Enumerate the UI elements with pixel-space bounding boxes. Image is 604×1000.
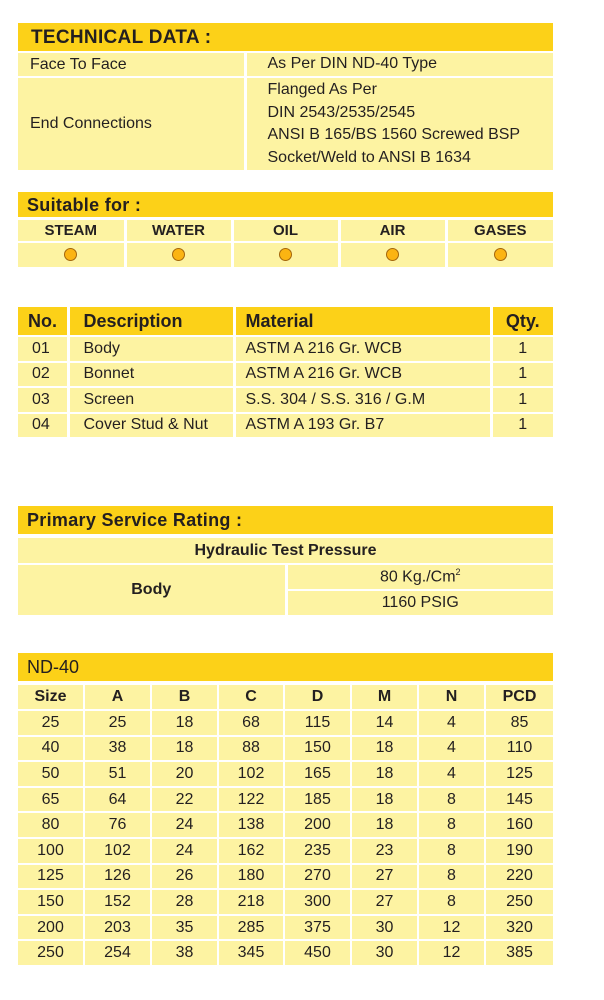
table-cell: 152 bbox=[84, 889, 151, 915]
table-cell: 51 bbox=[84, 761, 151, 787]
table-cell: 220 bbox=[485, 864, 553, 890]
part-material: S.S. 304 / S.S. 316 / G.M bbox=[234, 387, 491, 413]
table-cell: 218 bbox=[218, 889, 284, 915]
table-cell: 150 bbox=[284, 736, 351, 762]
table-row bbox=[18, 564, 553, 590]
table-cell: 18 bbox=[151, 710, 218, 736]
table-cell: 38 bbox=[151, 940, 218, 966]
pressure-imperial-value: 1160 PSIG bbox=[286, 590, 553, 615]
column-header: Size bbox=[18, 685, 84, 710]
media-water-label: WATER bbox=[125, 220, 232, 242]
table-cell: 190 bbox=[485, 838, 553, 864]
table-cell: 14 bbox=[351, 710, 418, 736]
table-cell: 450 bbox=[284, 940, 351, 966]
gases-indicator-icon bbox=[494, 248, 507, 261]
table-cell: 8 bbox=[418, 864, 485, 890]
table-row bbox=[18, 413, 553, 439]
end-connection-line: Flanged As Per bbox=[267, 81, 377, 98]
table-cell: 50 bbox=[18, 761, 84, 787]
pressure-metric-value bbox=[286, 564, 553, 590]
table-cell: 150 bbox=[18, 889, 84, 915]
table-cell: 8 bbox=[418, 787, 485, 813]
table-cell: 18 bbox=[351, 812, 418, 838]
part-description: Body bbox=[68, 336, 234, 362]
table-cell: 270 bbox=[284, 864, 351, 890]
pressure-metric-text: 80 Kg./Cm bbox=[379, 568, 456, 586]
table-cell: 18 bbox=[351, 787, 418, 813]
table-cell: 27 bbox=[351, 864, 418, 890]
steam-indicator-icon bbox=[64, 248, 77, 261]
table-cell: 18 bbox=[351, 736, 418, 762]
table-cell: 85 bbox=[485, 710, 553, 736]
table-row bbox=[18, 915, 553, 941]
table-cell: 162 bbox=[218, 838, 284, 864]
table-cell: 235 bbox=[284, 838, 351, 864]
oil-indicator-icon bbox=[279, 248, 292, 261]
service-rating-table bbox=[18, 538, 553, 615]
media-air-label: AIR bbox=[339, 220, 446, 242]
table-cell: 250 bbox=[18, 940, 84, 966]
media-oil-label: OIL bbox=[232, 220, 339, 242]
table-cell: 138 bbox=[218, 812, 284, 838]
table-cell: 25 bbox=[18, 710, 84, 736]
column-header: A bbox=[84, 685, 151, 710]
part-material: ASTM A 216 Gr. WCB bbox=[234, 362, 491, 388]
end-connections-value bbox=[245, 77, 553, 171]
table-cell: 4 bbox=[418, 761, 485, 787]
service-rating-title: Primary Service Rating : bbox=[18, 506, 553, 534]
table-cell: 254 bbox=[84, 940, 151, 966]
media-cell bbox=[18, 242, 125, 267]
table-row bbox=[18, 761, 553, 787]
table-header-row bbox=[18, 307, 553, 336]
table-cell: 375 bbox=[284, 915, 351, 941]
table-cell: 25 bbox=[84, 710, 151, 736]
table-cell: 102 bbox=[218, 761, 284, 787]
media-cell bbox=[125, 242, 232, 267]
table-row bbox=[18, 336, 553, 362]
part-quantity: 1 bbox=[491, 336, 553, 362]
part-material: ASTM A 193 Gr. B7 bbox=[234, 413, 491, 439]
table-cell: 30 bbox=[351, 915, 418, 941]
media-cell bbox=[232, 242, 339, 267]
part-number: 02 bbox=[18, 362, 68, 388]
table-header-row bbox=[18, 538, 553, 564]
part-number: 01 bbox=[18, 336, 68, 362]
media-steam-label: STEAM bbox=[18, 220, 125, 242]
table-cell: 203 bbox=[84, 915, 151, 941]
face-to-face-label: Face To Face bbox=[18, 53, 245, 77]
table-cell: 4 bbox=[418, 710, 485, 736]
table-cell: 20 bbox=[151, 761, 218, 787]
table-row bbox=[18, 362, 553, 388]
table-cell: 23 bbox=[351, 838, 418, 864]
table-row bbox=[18, 864, 553, 890]
table-row bbox=[18, 736, 553, 762]
table-row bbox=[18, 787, 553, 813]
end-connection-line: Socket/Weld to ANSI B 1634 bbox=[267, 148, 471, 166]
table-cell: 385 bbox=[485, 940, 553, 966]
part-description: Cover Stud & Nut bbox=[68, 413, 234, 439]
table-cell: 35 bbox=[151, 915, 218, 941]
table-cell: 115 bbox=[284, 710, 351, 736]
table-cell: 4 bbox=[418, 736, 485, 762]
table-cell: 18 bbox=[351, 761, 418, 787]
table-cell: 122 bbox=[218, 787, 284, 813]
column-header: Material bbox=[234, 307, 491, 336]
table-cell: 285 bbox=[218, 915, 284, 941]
table-cell: 30 bbox=[351, 940, 418, 966]
suitable-for-title: Suitable for : bbox=[18, 192, 553, 217]
body-label: Body bbox=[18, 564, 286, 615]
column-header: Description bbox=[68, 307, 234, 336]
table-cell: 8 bbox=[418, 838, 485, 864]
table-cell: 165 bbox=[284, 761, 351, 787]
table-row bbox=[18, 889, 553, 915]
table-cell: 68 bbox=[218, 710, 284, 736]
table-cell: 40 bbox=[18, 736, 84, 762]
table-cell: 12 bbox=[418, 940, 485, 966]
suitable-for-table bbox=[18, 220, 553, 267]
part-material: ASTM A 216 Gr. WCB bbox=[234, 336, 491, 362]
part-quantity: 1 bbox=[491, 362, 553, 388]
column-header: PCD bbox=[485, 685, 553, 710]
table-row bbox=[18, 53, 553, 77]
table-cell: 64 bbox=[84, 787, 151, 813]
nd40-title: ND-40 bbox=[18, 653, 553, 681]
table-cell: 200 bbox=[284, 812, 351, 838]
media-cell bbox=[339, 242, 446, 267]
part-number: 03 bbox=[18, 387, 68, 413]
table-cell: 145 bbox=[485, 787, 553, 813]
column-header: C bbox=[218, 685, 284, 710]
table-row bbox=[18, 940, 553, 966]
table-cell: 26 bbox=[151, 864, 218, 890]
table-cell: 38 bbox=[84, 736, 151, 762]
end-connections-label: End Connections bbox=[18, 77, 245, 171]
unit-superscript: 2 bbox=[455, 567, 461, 578]
table-row bbox=[18, 387, 553, 413]
media-cell bbox=[446, 242, 553, 267]
table-cell: 65 bbox=[18, 787, 84, 813]
technical-data-table bbox=[18, 53, 553, 172]
technical-data-title: TECHNICAL DATA : bbox=[18, 23, 553, 51]
part-description: Screen bbox=[68, 387, 234, 413]
table-cell: 185 bbox=[284, 787, 351, 813]
end-connection-line: DIN 2543/2535/2545 bbox=[267, 103, 416, 121]
table-cell: 110 bbox=[485, 736, 553, 762]
table-cell: 345 bbox=[218, 940, 284, 966]
table-cell: 250 bbox=[485, 889, 553, 915]
part-number: 04 bbox=[18, 413, 68, 439]
column-header: Qty. bbox=[491, 307, 553, 336]
table-cell: 126 bbox=[84, 864, 151, 890]
water-indicator-icon bbox=[172, 248, 185, 261]
part-quantity: 1 bbox=[491, 387, 553, 413]
table-cell: 180 bbox=[218, 864, 284, 890]
column-header: B bbox=[151, 685, 218, 710]
table-cell: 125 bbox=[18, 864, 84, 890]
table-cell: 24 bbox=[151, 812, 218, 838]
table-header-row bbox=[18, 685, 553, 710]
dimensions-table bbox=[18, 685, 553, 967]
part-description: Bonnet bbox=[68, 362, 234, 388]
table-row bbox=[18, 710, 553, 736]
table-cell: 8 bbox=[418, 812, 485, 838]
table-row bbox=[18, 812, 553, 838]
media-gases-label: GASES bbox=[446, 220, 553, 242]
column-header: M bbox=[351, 685, 418, 710]
table-cell: 27 bbox=[351, 889, 418, 915]
column-header: D bbox=[284, 685, 351, 710]
column-header: No. bbox=[18, 307, 68, 336]
table-cell: 28 bbox=[151, 889, 218, 915]
table-cell: 300 bbox=[284, 889, 351, 915]
table-cell: 8 bbox=[418, 889, 485, 915]
table-cell: 320 bbox=[485, 915, 553, 941]
table-cell: 12 bbox=[418, 915, 485, 941]
face-to-face-value: As Per DIN ND-40 Type bbox=[245, 53, 553, 77]
table-cell: 76 bbox=[84, 812, 151, 838]
air-indicator-icon bbox=[386, 248, 399, 261]
table-cell: 80 bbox=[18, 812, 84, 838]
column-header: N bbox=[418, 685, 485, 710]
table-row bbox=[18, 77, 553, 171]
table-row bbox=[18, 220, 553, 242]
parts-table bbox=[18, 307, 553, 439]
table-row bbox=[18, 838, 553, 864]
hydraulic-test-pressure-header: Hydraulic Test Pressure bbox=[18, 538, 553, 564]
table-cell: 24 bbox=[151, 838, 218, 864]
table-cell: 100 bbox=[18, 838, 84, 864]
table-cell: 18 bbox=[151, 736, 218, 762]
table-cell: 102 bbox=[84, 838, 151, 864]
end-connection-line: ANSI B 165/BS 1560 Screwed BSP bbox=[267, 126, 521, 143]
table-row bbox=[18, 242, 553, 267]
table-cell: 22 bbox=[151, 787, 218, 813]
table-cell: 88 bbox=[218, 736, 284, 762]
part-quantity: 1 bbox=[491, 413, 553, 439]
table-cell: 200 bbox=[18, 915, 84, 941]
table-cell: 160 bbox=[485, 812, 553, 838]
table-cell: 125 bbox=[485, 761, 553, 787]
